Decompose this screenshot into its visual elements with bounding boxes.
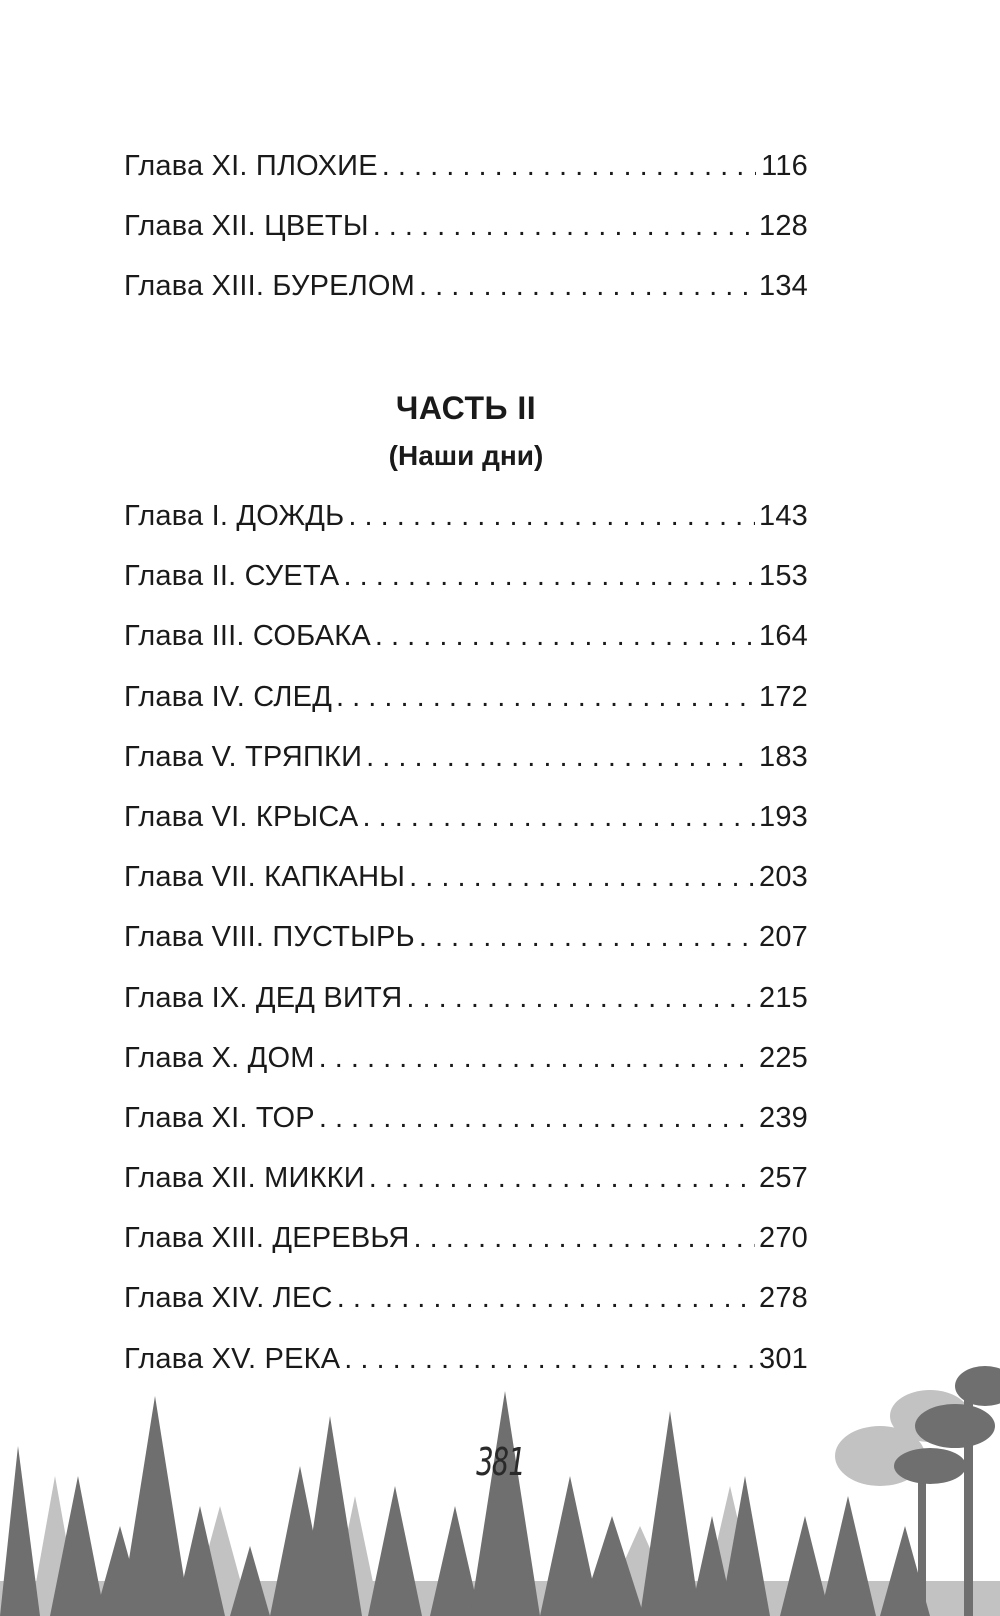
toc-entry[interactable] bbox=[124, 1042, 808, 1102]
toc-entry-title: Глава XII. МИККИ bbox=[124, 1162, 365, 1195]
toc-entry[interactable] bbox=[124, 982, 808, 1042]
toc-dot-leader bbox=[362, 801, 755, 834]
toc-entry-title: Глава XV. РЕКА bbox=[124, 1342, 341, 1375]
toc-entry-page: 183 bbox=[759, 740, 808, 773]
toc-dot-leader bbox=[414, 1222, 755, 1255]
toc-dot-leader bbox=[382, 150, 756, 183]
toc-dot-leader bbox=[343, 560, 755, 593]
toc-entry-page: 278 bbox=[759, 1282, 808, 1315]
toc-dot-leader bbox=[419, 270, 755, 303]
toc-dot-leader bbox=[336, 681, 755, 714]
toc-entry-page: 207 bbox=[759, 921, 808, 954]
toc-dot-leader bbox=[369, 1162, 755, 1195]
toc-entry-title: Глава XIII. БУРЕЛОМ bbox=[124, 270, 416, 303]
toc-dot-leader bbox=[337, 1282, 755, 1315]
toc-entry[interactable] bbox=[124, 270, 808, 330]
page-number: 381 bbox=[476, 1440, 524, 1484]
toc-dot-leader bbox=[375, 620, 755, 653]
toc-entry-page: 270 bbox=[759, 1222, 808, 1255]
toc-entry-title: Глава IX. ДЕД ВИТЯ bbox=[124, 981, 403, 1014]
toc-entry[interactable] bbox=[124, 921, 808, 981]
toc-entry-title: Глава XII. ЦВЕТЫ bbox=[124, 210, 369, 243]
toc-entry-page: 153 bbox=[759, 560, 808, 593]
toc-entry-page: 215 bbox=[759, 981, 808, 1014]
toc-entry-title: Глава VI. КРЫСА bbox=[124, 800, 359, 833]
toc-entry-title: Глава I. ДОЖДЬ bbox=[124, 500, 345, 532]
toc-entry-page: 203 bbox=[759, 861, 808, 894]
toc-entry[interactable] bbox=[124, 801, 808, 861]
toc-entry-page: 225 bbox=[759, 1041, 808, 1074]
part-subtitle: (Наши дни) bbox=[388, 440, 544, 471]
toc-dot-leader bbox=[319, 1042, 755, 1075]
toc-entry-page: 193 bbox=[759, 800, 808, 833]
toc-entry-title: Глава XIII. ДЕРЕВЬЯ bbox=[124, 1222, 410, 1255]
foreground-trees bbox=[0, 1366, 1000, 1616]
toc-entry[interactable] bbox=[124, 1162, 808, 1222]
toc-entry-title: Глава XI. ПЛОХИЕ bbox=[124, 150, 378, 182]
toc-entry-title: Глава V. ТРЯПКИ bbox=[124, 740, 363, 773]
toc-entry-title: Глава XI. ТОР bbox=[124, 1101, 315, 1134]
toc-entry-title: Глава II. СУЕТА bbox=[124, 560, 340, 593]
toc-dot-leader bbox=[406, 982, 755, 1015]
toc-entry-page: 257 bbox=[759, 1162, 808, 1195]
toc-dot-leader bbox=[419, 921, 755, 954]
toc-part1-continued bbox=[124, 150, 808, 331]
toc-entry-page: 143 bbox=[759, 500, 808, 532]
toc-entry-title: Глава VIII. ПУСТЫРЬ bbox=[124, 921, 415, 954]
toc-entry-page: 301 bbox=[759, 1342, 808, 1375]
toc-entry-page: 164 bbox=[759, 620, 808, 653]
part-title: ЧАСТЬ II bbox=[395, 390, 537, 426]
toc-entry-page: 128 bbox=[759, 210, 808, 243]
toc-entry[interactable] bbox=[124, 1282, 808, 1342]
toc-entry-title: Глава XIV. ЛЕС bbox=[124, 1282, 333, 1315]
toc-entry[interactable] bbox=[124, 150, 808, 210]
toc-entry[interactable] bbox=[124, 1222, 808, 1282]
toc-dot-leader bbox=[348, 500, 755, 533]
toc-entry[interactable] bbox=[124, 210, 808, 270]
toc-entry-title: Глава X. ДОМ bbox=[124, 1041, 315, 1074]
toc-entry[interactable] bbox=[124, 620, 808, 680]
toc-entry-title: Глава IV. СЛЕД bbox=[124, 680, 333, 713]
toc-entry-title: Глава III. СОБАКА bbox=[124, 620, 371, 653]
toc-dot-leader bbox=[319, 1102, 755, 1135]
toc-dot-leader bbox=[373, 210, 755, 243]
forest-silhouette-icon bbox=[0, 1356, 1000, 1616]
toc-entry[interactable] bbox=[124, 1102, 808, 1162]
toc-entry[interactable] bbox=[124, 681, 808, 741]
toc-entry[interactable] bbox=[124, 500, 808, 560]
toc-entry-page: 239 bbox=[759, 1101, 808, 1134]
toc-part2 bbox=[124, 500, 808, 1403]
toc-entry-page: 134 bbox=[759, 270, 808, 303]
toc-entry-title: Глава VII. КАПКАНЫ bbox=[124, 861, 406, 894]
toc-entry[interactable] bbox=[124, 560, 808, 620]
toc-entry-page: 172 bbox=[759, 680, 808, 713]
toc-entry[interactable] bbox=[124, 861, 808, 921]
toc-dot-leader bbox=[366, 741, 755, 774]
toc-entry-page: 116 bbox=[761, 150, 808, 182]
toc-dot-leader bbox=[409, 861, 755, 894]
toc-entry[interactable] bbox=[124, 741, 808, 801]
